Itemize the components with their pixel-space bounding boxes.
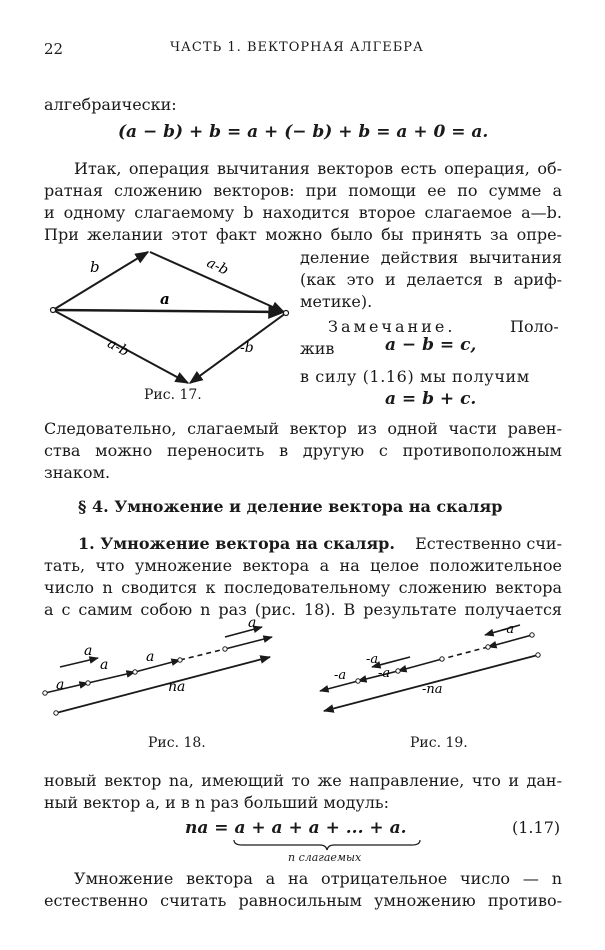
formula-4-number: (1.17) <box>512 818 561 837</box>
para-2-line-2: ства можно переносить в другую с противоположным <box>44 441 562 460</box>
fig18-label-na: na <box>168 679 186 695</box>
vector-a-sample <box>60 658 98 667</box>
fig18-caption: Рис. 18. <box>148 735 206 751</box>
para-4-line-2: естественно считать равносильным умножению противо- <box>44 891 562 910</box>
running-title: ЧАСТЬ 1. ВЕКТОРНАЯ АЛГЕБРА <box>170 40 424 55</box>
label-a-minus-b: a-b <box>204 254 231 279</box>
figure-17 <box>40 240 300 400</box>
fig19-label-neg-a-1: -a <box>334 668 347 683</box>
subsection-line-2: тать, что умножение вектора a на целое положительное <box>44 556 562 575</box>
para-4-line-1: Умножение вектора a на отрицательное число — n <box>74 869 562 888</box>
para-1-right-2: (как это и делается в ариф- <box>300 270 562 289</box>
fig19-label-neg-na: -na <box>422 682 443 697</box>
underbrace <box>232 838 422 852</box>
para-1-line-3: и одному слагаемому b находится второе слагаемое a—b. <box>44 203 562 222</box>
formula-1: (a − b) + b = a + (− b) + b = a + 0 = a. <box>118 122 489 142</box>
label-neg-b: -b <box>240 340 254 356</box>
underbrace-label: n слагаемых <box>288 851 362 864</box>
subsection-title: 1. Умножение вектора на скаляр. <box>78 534 395 553</box>
para-1-line-2: ратная сложению векторов: при помощи ее по сумме a <box>44 181 562 200</box>
para-2-line-3: знаком. <box>44 463 111 482</box>
intro-text: алгебраически: <box>44 95 177 114</box>
remark-text-2: жив <box>300 339 335 358</box>
fig19-label-neg-a-4: -a <box>502 622 515 637</box>
fig19-label-neg-a-3: -a <box>378 666 391 681</box>
fig18-label-a-3: a <box>100 657 109 673</box>
vector-a <box>53 310 284 312</box>
fig18-label-a-5: a <box>248 615 257 631</box>
para-1-right-1: деление действия вычитания <box>300 248 562 267</box>
para-1-line-1: Итак, операция вычитания векторов есть операция, об- <box>74 159 562 178</box>
fig19-label-neg-a-2: -a <box>366 652 379 667</box>
para-3-line-1: новый вектор na, имеющий то же направление, что и дан- <box>44 771 562 790</box>
figure-18 <box>40 615 290 725</box>
para-1-line-4: При желании этот факт можно было бы принять за опре- <box>44 225 562 244</box>
formula-3: a = b + c. <box>385 389 477 409</box>
page-number: 22 <box>44 40 64 58</box>
vector-b <box>53 252 148 310</box>
fig18-label-a-4: a <box>146 649 155 665</box>
fig17-caption: Рис. 17. <box>144 387 202 403</box>
para-2-line-1: Следовательно, слагаемый вектор из одной части равен- <box>44 419 562 438</box>
label-a-minus-b-2: a-b <box>104 335 132 361</box>
fig18-label-a-1: a <box>56 677 65 693</box>
section-title: § 4. Умножение и деление вектора на скаляр <box>78 497 503 516</box>
label-b: b <box>90 258 100 276</box>
label-a: a <box>160 290 170 308</box>
vector-neg-b <box>190 313 286 383</box>
remark-text-3: в силу (1.16) мы получим <box>300 367 530 386</box>
figure-19 <box>310 615 565 725</box>
remark-text: Поло- <box>510 317 559 336</box>
fig19-caption: Рис. 19. <box>410 735 468 751</box>
remark-label: Замечание. <box>328 317 456 336</box>
formula-4: na = a + a + a + ... + a. <box>185 818 407 838</box>
para-1-right-3: метике). <box>300 292 373 311</box>
subsection-line-4: a с самим собою n раз (рис. 18). В результате получается <box>44 600 562 619</box>
formula-2: a − b = c, <box>385 335 477 355</box>
fig18-label-a-2: a <box>84 643 93 659</box>
subsection-line-3: число n сводится к последовательному сложению вектора <box>44 578 562 597</box>
subsection-line-1: Естественно счи- <box>415 534 562 553</box>
para-3-line-2: ный вектор a, и в n раз больший модуль: <box>44 793 390 812</box>
